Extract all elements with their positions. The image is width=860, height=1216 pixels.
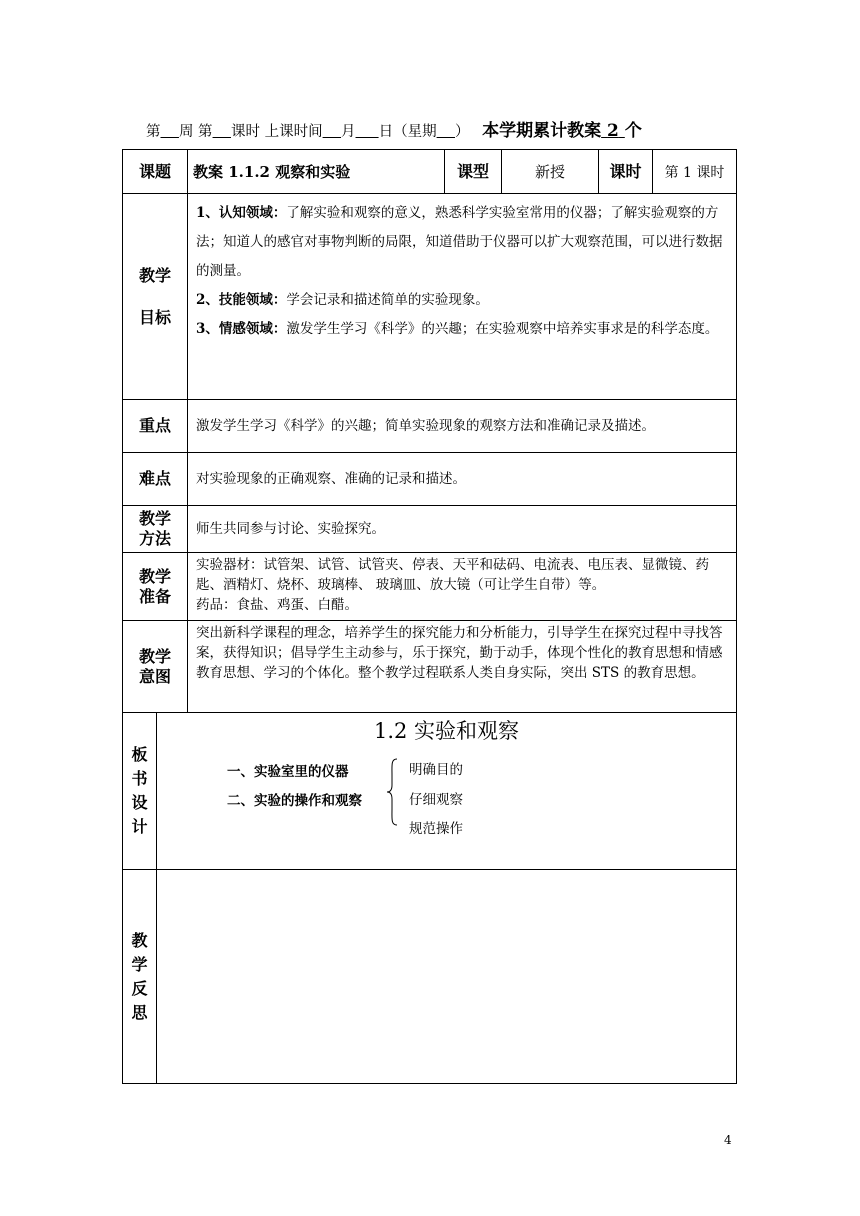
- total-value: 2: [607, 121, 619, 141]
- difficulties-text: 对实验现象的正确观察、准确的记录和描述。: [187, 453, 736, 505]
- board-sub-3: 规范操作: [409, 821, 463, 837]
- board-label-char: 板: [131, 745, 148, 764]
- lesson-header: [146, 116, 746, 141]
- difficulties-label: 难点: [138, 469, 171, 488]
- total-label: 本学期累计教案: [482, 121, 602, 141]
- key-points-label: 重点: [138, 416, 171, 435]
- goals-label: [123, 194, 187, 399]
- board-label-char: 计: [131, 817, 148, 836]
- board-label-char: 书: [131, 769, 148, 788]
- blank-month: [323, 124, 341, 140]
- goal-skill: 2、技能领域：学会记录和描述简单的实验现象。: [196, 292, 489, 308]
- row-goals: [122, 193, 737, 400]
- method-label-line1: 教学: [138, 509, 171, 528]
- board-item-1: 一、实验室里的仪器: [227, 764, 349, 780]
- total-unit: 个: [624, 121, 642, 141]
- header-lesson-prefix: 周 第: [178, 124, 213, 140]
- goals-label-line1: 教学: [138, 265, 171, 285]
- type-label: 课型: [444, 150, 501, 193]
- row-key-points: [122, 399, 737, 453]
- reflection-content: [156, 870, 736, 1083]
- intent-label-line1: 教学: [138, 646, 171, 666]
- reflection-label: [123, 870, 156, 1083]
- preparation-label: [123, 553, 187, 620]
- board-label: [123, 713, 156, 869]
- board-item-2: 二、实验的操作和观察: [227, 793, 362, 809]
- reflection-label-char: 教: [131, 930, 148, 950]
- board-title: 1.2 实验和观察: [373, 719, 520, 743]
- type-value: 新授: [501, 150, 598, 193]
- blank-weekday: [437, 124, 455, 140]
- row-board-design: [122, 712, 737, 870]
- intent-label-line2: 意图: [138, 666, 171, 686]
- intent-text: 突出新科学课程的理念，培养学生的探究能力和分析能力，引导学生在探究过程中寻找答案，获得知识；倡导学生主动参与，乐于探究，勤于动手，体现个性化的教育思想和情感教育思想、学习的个体化。整个教学过程联系人类自身实际，突出 STS 的教育思想。: [187, 621, 736, 712]
- row-subject: [122, 149, 737, 194]
- header-month: 月: [341, 124, 356, 140]
- preparation-content: [187, 553, 736, 620]
- row-difficulties: [122, 452, 737, 506]
- method-label: [123, 506, 187, 552]
- goal-emotion: 3、情感领域：激发学生学习《科学》的兴趣；在实验观察中培养实事求是的科学态度。: [196, 321, 719, 337]
- row-method: [122, 505, 737, 553]
- brace-icon: [385, 757, 399, 827]
- board-sub-1: 明确目的: [409, 762, 463, 778]
- row-preparation: [122, 552, 737, 621]
- preparation-reagents: 药品：食盐、鸡蛋、白醋。: [196, 597, 358, 613]
- total-count: [482, 121, 642, 141]
- method-label-line2: 方法: [138, 529, 171, 548]
- hours-value: 第 1 课时: [652, 150, 736, 193]
- header-close: ）: [455, 124, 470, 140]
- board-label-char: 设: [131, 793, 148, 812]
- header-week-prefix: 第: [146, 124, 161, 140]
- subject-label: 课题: [138, 161, 171, 181]
- intent-label: [123, 621, 187, 712]
- board-content: [156, 713, 736, 869]
- goals-content: [187, 194, 736, 399]
- page-number: 4: [724, 1133, 732, 1147]
- blank-week: [161, 124, 179, 140]
- board-sub-2: 仔细观察: [409, 792, 463, 808]
- reflection-label-char: 学: [131, 954, 148, 974]
- header-day: 日（星期: [378, 124, 437, 140]
- blank-lesson: [213, 124, 231, 140]
- method-text: 师生共同参与讨论、实验探究。: [187, 506, 736, 552]
- key-points-text: 激发学生学习《科学》的兴趣；简单实验现象的观察方法和准确记录及描述。: [187, 400, 736, 452]
- hours-label: 课时: [598, 150, 652, 193]
- row-reflection: [122, 869, 737, 1084]
- header-time-prefix: 课时 上课时间: [230, 124, 323, 140]
- goal-cognitive: 1、认知领域：了解实验和观察的意义，熟悉科学实验室常用的仪器；了解实验观察的方法；知道人的感官对事物判断的局限，知道借助于仪器可以扩大观察范围，可以进行数据的测量。: [196, 205, 723, 279]
- blank-day: [356, 124, 379, 140]
- subject-value: 教案 1.1.2 观察和实验: [187, 150, 444, 193]
- preparation-equipment: 实验器材：试管架、试管、试管夹、停表、天平和砝码、电流表、电压表、显微镜、药匙、酒精灯、烧杯、玻璃棒、 玻璃皿、放大镜（可让学生自带）等。: [196, 557, 709, 593]
- preparation-label-line1: 教学: [138, 566, 171, 586]
- reflection-label-char: 思: [131, 1002, 148, 1022]
- reflection-label-char: 反: [131, 978, 148, 998]
- goals-label-line2: 目标: [138, 307, 171, 327]
- preparation-label-line2: 准备: [138, 586, 171, 606]
- row-intent: [122, 620, 737, 713]
